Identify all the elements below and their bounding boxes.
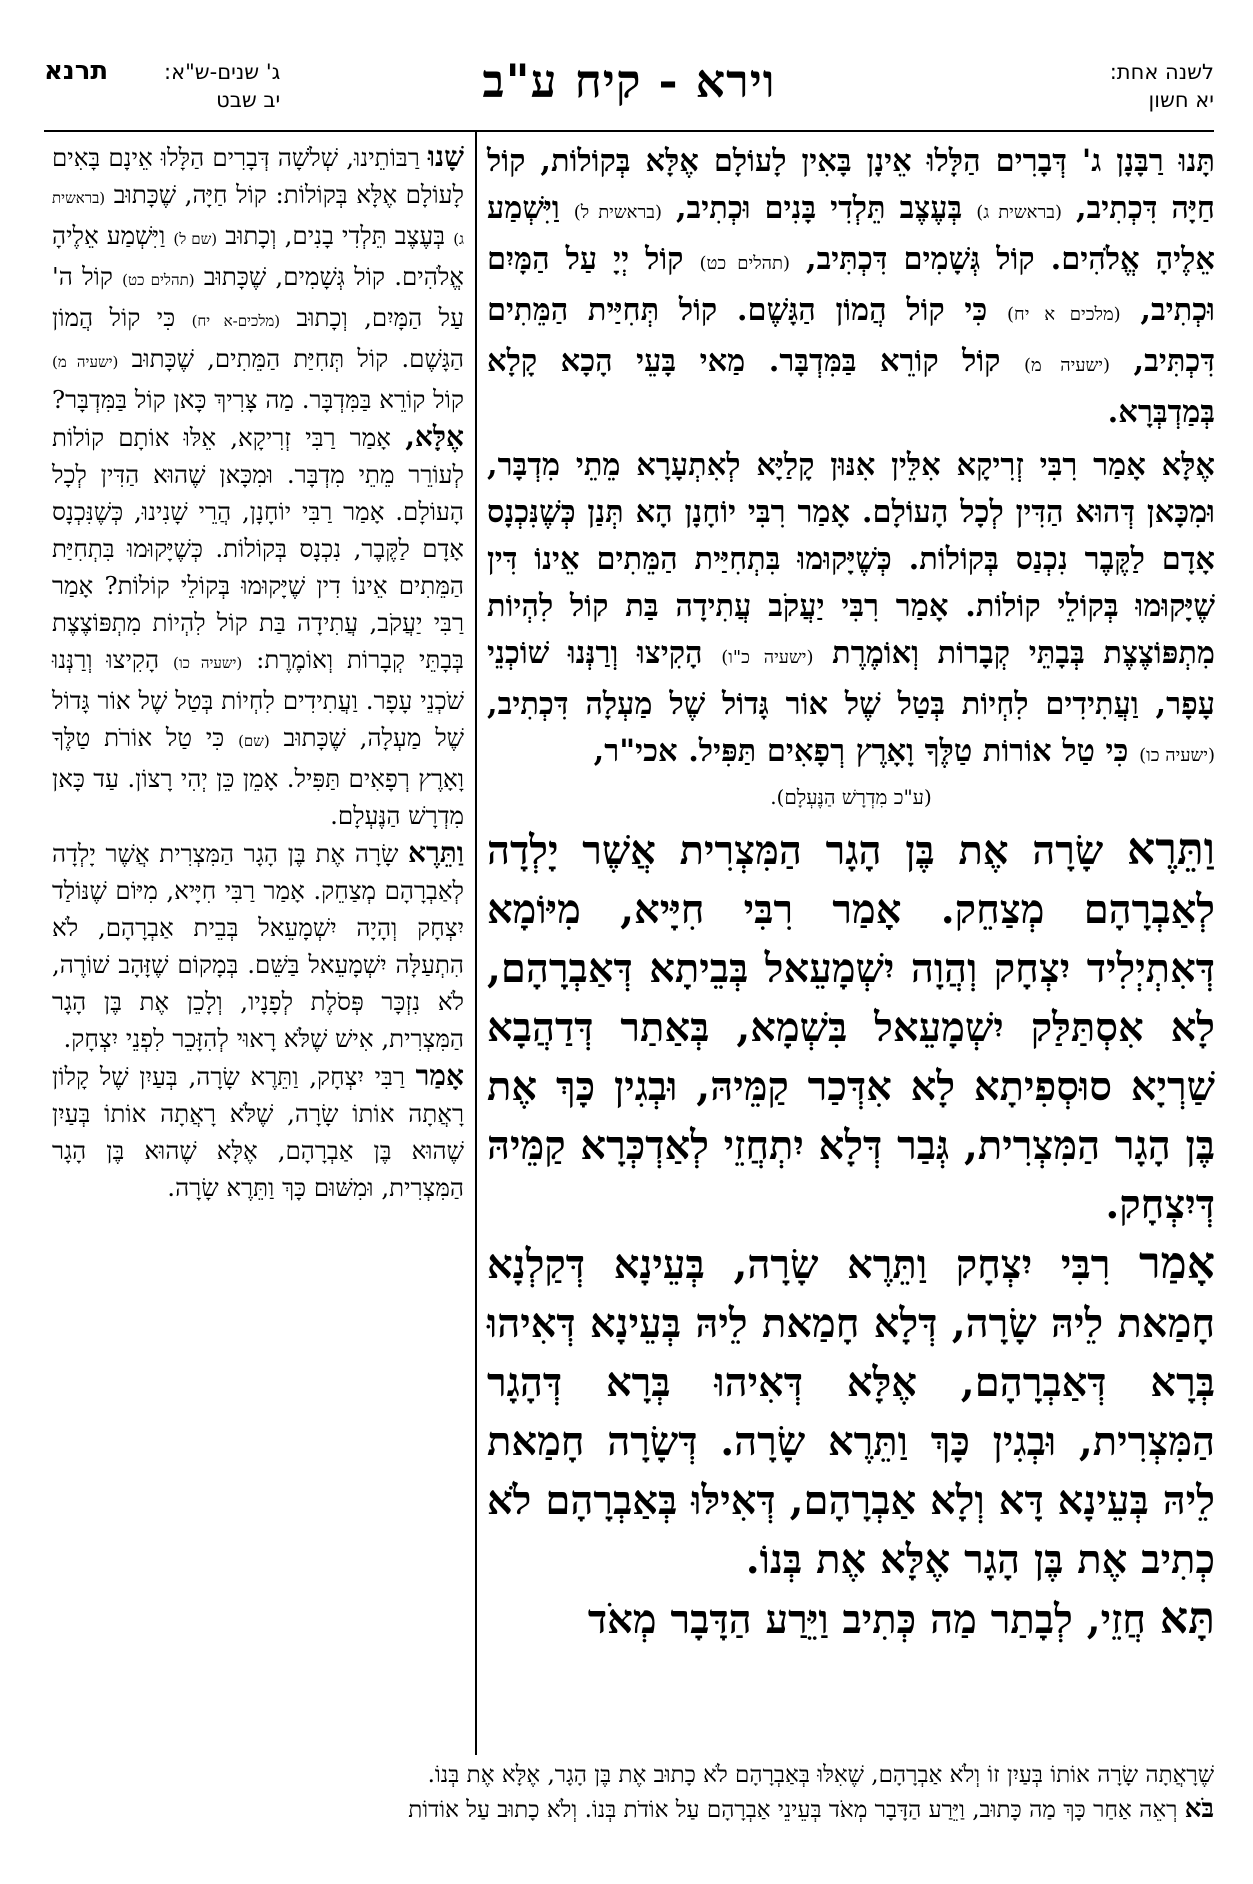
- header-left-block: [164, 58, 280, 114]
- text-run: רִבִּי יִצְחָק וַתֵּרֶא שָׂרָה, בְּעֵינָא דְּקַלְנָא חָמַאת לֵיהּ שָׂרָה, דְּלָא חָמַאת לֵיהּ בְּעֵינָא דְּאִיהוּ בְּרָא דְּאַבְרָהָם, אֶלָּא דְּאִיהוּ בְּרָא דְּהָגָר הַמִּצְרִית, וּבְגִין כָּךְ וַתֵּרֶא שָׂרָה. דְּשָׂרָה חָמַאת לֵיהּ בְּעֵינָא דָּא וְלָא אַבְרָהָם, דְּאִילּוּ בְּאַבְרָהָם לֹא כְתִיב אֶת בֶּן הָגָר אֶלָּא אֶת בְּנוֹ.: [487, 1241, 1215, 1583]
- text-run: קוֹל קוֹרֵא בַּמִּדְבָּר. מַה צָּרִיךְ כָּאן קוֹל בַּמִּדְבָּר?: [51, 385, 464, 414]
- text-run: כִּי טַל אוֹרֹת טַלֶּךָ וָאָרֶץ רְפָאִים תַּפִּיל. אָמֵן כֵּן יְהִי רָצוֹן. עַד כָּאן מִדְרָשׁ הַנֶּעְלָם.: [52, 723, 464, 830]
- text-run: רַבָּנָן ג' דְּבָרִים הַלָּלוּ אֵינָן בָּאִין לָעוֹלָם אֶלָּא בְּקוֹלוֹת, קוֹל חַיָּה דִּכְתִיב,: [487, 143, 1215, 226]
- page-header: [44, 48, 1214, 132]
- header-date-three-years: יב שבט: [216, 88, 281, 112]
- translation-paragraph-1: [52, 138, 464, 418]
- text-run: קוֹל יְיָ עַל הַמָּיִם וּכְתִיב,: [487, 241, 1215, 328]
- main-paragraph-5: [487, 1589, 1215, 1649]
- verse-reference: (שם): [238, 732, 270, 750]
- section-end-note: (ע"כ מִדְרָשׁ הַנֶּעְלָם).: [770, 785, 932, 809]
- text-run: שָׂרָה אֶת בֶּן הָגָר הַמִּצְרִית אֲשֶׁר יָלְדָה לְאַבְרָהָם מְצַחֵק. אָמַר רִבִּי חִיָּיא, מִיּוֹמָא דְּאִתְיְלִיד יִצְחָק וְהֲוָה יִשְׁמָעֵאל בְּבֵיתָא דְּאַבְרָהָם, לָא אִסְתַּלַּק יִשְׁמָעֵאל בִּשְׁמָא, בְּאַתַר דְּדַהֲבָא שַׁרְיָא סוּסְפִיתָא לָא אִדְּכַר קַמֵּיהּ, וּבְגִין כָּךְ אֶת בֶּן הָגָר הַמִּצְרִית, גְּבַר דְּלָא יִתְחֲזֵי לְאַדְכְּרָא קַמֵּיהּ דְּיִצְחָק.: [487, 827, 1215, 1228]
- verse-reference: (מלכים א יח): [1007, 304, 1121, 325]
- text-run: בְּעֶצֶב תֵּלְדִי בָנִים, וְכָתוּב: [225, 221, 446, 250]
- bottom-line-1: שֶׁרָאֲתָה שָׂרָה אוֹתוֹ בְּעַיִן זוֹ וְלֹא אַבְרָהָם, שֶׁאִלּוּ בְּאַבְרָהָם לֹא כָתוּב אֶת בֶּן הָגָר, אֶלָּא אֶת בְּנוֹ.: [427, 1762, 1214, 1788]
- opening-word: בֹּא: [1184, 1794, 1214, 1824]
- verse-reference: (שם ל): [173, 230, 218, 248]
- verse-reference: (ישעיה מ): [52, 353, 119, 371]
- text-run: שָׂרָה אֶת בֶּן הָגָר הַמִּצְרִית אֲשֶׁר יָלְדָה לְאַבְרָהָם מְצַחֵק. אָמַר רַבִּי חִיָּיא, מִיּוֹם שֶׁנּוֹלַד יִצְחָק וְהָיָה יִשְׁמָעֵאל בְּבֵית אַבְרָהָם, לֹא הִתְעַלָּה יִשְׁמָעֵאל בַּשֵּׁם. בְּמָקוֹם שֶׁזָּהָב שׁוֹרֶה, לֹא נִזְכָּר פְּסֹלֶת לְפָנָיו, וְלָכֵן אֶת בֶּן הָגָר הַמִּצְרִית, אִישׁ שֶׁלֹּא רָאוּי לְהִזָּכֵר לִפְנֵי יִצְחָק.: [52, 839, 464, 1053]
- text-run: אָמַר רִבִּי זְרִיקָא אִלֵּין אִנּוּן קָלַיָּא לְאִתְעָרָא מֵתֵי מִדְבָּר, וּמִכָּאן דְּהוּא הַדִּין לְכָל הָעוֹלָם. אָמַר רִבִּי יוֹחָנָן הָא תְּנַן כְּשֶׁנִּכְנָס אָדָם לַקֶּבֶר נִכְנַס בְּקוֹלוֹת. כְּשֶׁיָּקוּמוּ בִּתְחִיַּית הַמֵּתִים אֵינוֹ דִּין שֶׁיָּקוּמוּ בְּקוֹלֵי קוֹלוֹת. אָמַר רִבִּי יַעֲקֹב עֲתִידָה בַּת קוֹל לִהְיוֹת מִתְפּוֹצֶצֶת בְּבָתֵּי קְבָרוֹת וְאוֹמֶרֶת: [487, 447, 1215, 671]
- opening-word: אֶלָּא: [1161, 447, 1215, 483]
- opening-word: אָמַר: [415, 1059, 465, 1092]
- text-run: הָקִיצוּ וְרַנְּנוּ שֹׁכְנֵי עָפָר. וַעֲתִידִים לִחְיוֹת בְּטַל שֶׁל אוֹר גָּדוֹל שֶׁל מַעְלָה, שֶׁכָּתוּב: [52, 645, 464, 752]
- bottom-line-2: [52, 1792, 1214, 1827]
- text-run: רַבּוֹתֵינוּ, שְׁלֹשָׁה דְּבָרִים הַלָּלוּ אֵינָם בָּאִים לָעוֹלָם אֶלָּא בְּקוֹלוֹת: קוֹל חַיָּה, שֶׁכָּתוּב: [52, 143, 464, 209]
- translation-paragraph-4: [52, 1057, 464, 1206]
- text-run: הָקִיצוּ וְרַנְּנוּ שׁוֹכְנֵי עָפָר, וַעֲתִידִים לִחְיוֹת בְּטַל שֶׁל אוֹר גָּדוֹל שֶׁל מַעְלָה דִּכְתִיב,: [487, 635, 1215, 722]
- opening-word: וַתֵּרֶא: [408, 836, 464, 869]
- verse-reference: (תהלים כט): [122, 271, 195, 289]
- opening-word: תָּנוּ: [1178, 143, 1215, 179]
- verse-reference: (ישעיה כו): [172, 654, 243, 672]
- verse-reference: (בראשית ג): [52, 189, 464, 248]
- main-paragraph-3: [487, 820, 1215, 1234]
- header-divider: [44, 130, 1214, 132]
- verse-reference: (ישעיה מ): [1024, 355, 1111, 376]
- translation-column: [52, 138, 464, 1206]
- main-column: [487, 138, 1215, 1649]
- bottom-translation: [52, 1758, 1214, 1827]
- header-schedule-one-year: לשנה אחת:: [1109, 60, 1214, 84]
- translation-paragraph-3: [52, 834, 464, 1057]
- page-number: תרנא: [44, 56, 109, 86]
- text-run: כִּי קוֹל הֲמוֹן הַגָּשֶׁם. קוֹל תְּחִיַּת הַמֵּתִים, שֶׁכָּתוּב: [52, 303, 464, 373]
- opening-word: וַתֵּרֶא: [1127, 824, 1215, 875]
- verse-reference: (ישעיה כ"ו): [721, 647, 814, 668]
- verse-reference: (תהלים כט): [699, 253, 790, 274]
- main-paragraph-1: [487, 138, 1215, 436]
- text-run: כִּי טַל אוֹרוֹת טַלֶּךָ וָאָרֶץ רְפָאִים תַּפִּיל. אכי"ר,: [593, 733, 1129, 769]
- main-paragraph-4: [487, 1234, 1215, 1589]
- header-schedule-three-years: ג' שנים-ש"א:: [164, 60, 281, 84]
- main-paragraph-2: [487, 442, 1215, 779]
- text-run: אָמַר רַבִּי זְרִיקָא, אֵלּוּ אוֹתָם קוֹלוֹת לְעוֹרֵר מֵתֵי מִדְבָּר. וּמִכָּאן שֶׁהוּא הַדִּין לְכָל הָעוֹלָם. אָמַר רַבִּי יוֹחָנָן, הֲרֵי שָׁנִינוּ, כְּשֶׁנִּכְנָס אָדָם לַקֶּבֶר, נִכְנָס בְּקוֹלוֹת. כְּשֶׁיָּקוּמוּ בִּתְחִיַּת הַמֵּתִים אֵינוֹ דִין שֶׁיָּקוּמוּ בְּקוֹלֵי קוֹלוֹת? אָמַר רַבִּי יַעֲקֹב, עֲתִידָה בַּת קוֹל לִהְיוֹת מִתְפּוֹצֶצֶת בְּבָתֵּי קְבָרוֹת וְאוֹמֶרֶת:: [52, 423, 464, 674]
- text-run: וַיִּשְׁמַע אֵלֶיהָ אֱלֹהִים. קוֹל גְּשָׁמִים, שֶׁכָּתוּב: [52, 221, 464, 291]
- opening-word: אֶלָּא,: [405, 420, 464, 453]
- text-run: כִּי קוֹל הֲמוֹן הַגָּשֶׁם. קוֹל תְּחִיַּית הַמֵּתִים דִּכְתִּיב,: [487, 292, 1216, 379]
- text-run: קוֹל קוֹרֵא בַּמִּדְבָּר. מַאי בָּעֵי הָכָא קָלָא בְּמַדְבְּרָא.: [487, 343, 1215, 430]
- translation-paragraph-2: [52, 418, 464, 834]
- opening-word: שָׁנוּ: [427, 140, 464, 173]
- column-divider: [475, 132, 477, 1755]
- text-run: קוֹל ה' עַל הַמָּיִם, וְכָתוּב: [52, 262, 464, 332]
- verse-reference: (ישעיה כו): [1139, 745, 1215, 766]
- verse-reference: (בראשית ג): [976, 202, 1062, 223]
- text-run: וַיִּשְׁמַע אֵלֶיהָ אֱלֹהִים. קוֹל גְּשָׁמִים דִּכְתִּיב,: [487, 190, 1215, 277]
- verse-reference: (בראשית ל): [573, 202, 662, 223]
- text-run: חֲזֵי, לְבָתַר מַה כְּתִיב וַיֵּרַע הַדָּבָר מְאֹד: [587, 1596, 1146, 1643]
- opening-word: אָמַר: [1139, 1238, 1215, 1289]
- page-title: וירא - קיח ע"ב: [482, 54, 776, 108]
- text-run: רַבִּי יִצְחָק, וַתֵּרֶא שָׂרָה, בְּעַיִן שֶׁל קָלוֹן רָאֲתָה אוֹתוֹ שָׂרָה, שֶׁלֹּא רָאֲתָה אוֹתוֹ בְּעַיִן שֶׁהוּא בֶּן אַבְרָהָם, אֶלָּא שֶׁהוּא בֶּן הָגָר הַמִּצְרִית, וּמִשּׁוּם כָּךְ וַתֵּרֶא שָׂרָה.: [52, 1062, 464, 1202]
- opening-word: תָּא: [1159, 1593, 1215, 1644]
- text-run: בְּעֶצֶב תֵּלְדִי בָּנִים וּכְתִיב,: [675, 190, 963, 226]
- verse-reference: (מלכים-א יח): [191, 312, 281, 330]
- text-run: רְאֵה אַחַר כָּךְ מַה כָּתוּב, וַיֵּרַע הַדָּבָר מְאֹד בְּעֵינֵי אַבְרָהָם עַל אוֹדֹת בְּנוֹ. וְלֹא כָתוּב עַל אוֹדוֹת: [408, 1797, 1178, 1823]
- header-date-one-year: יא חשון: [1148, 88, 1214, 112]
